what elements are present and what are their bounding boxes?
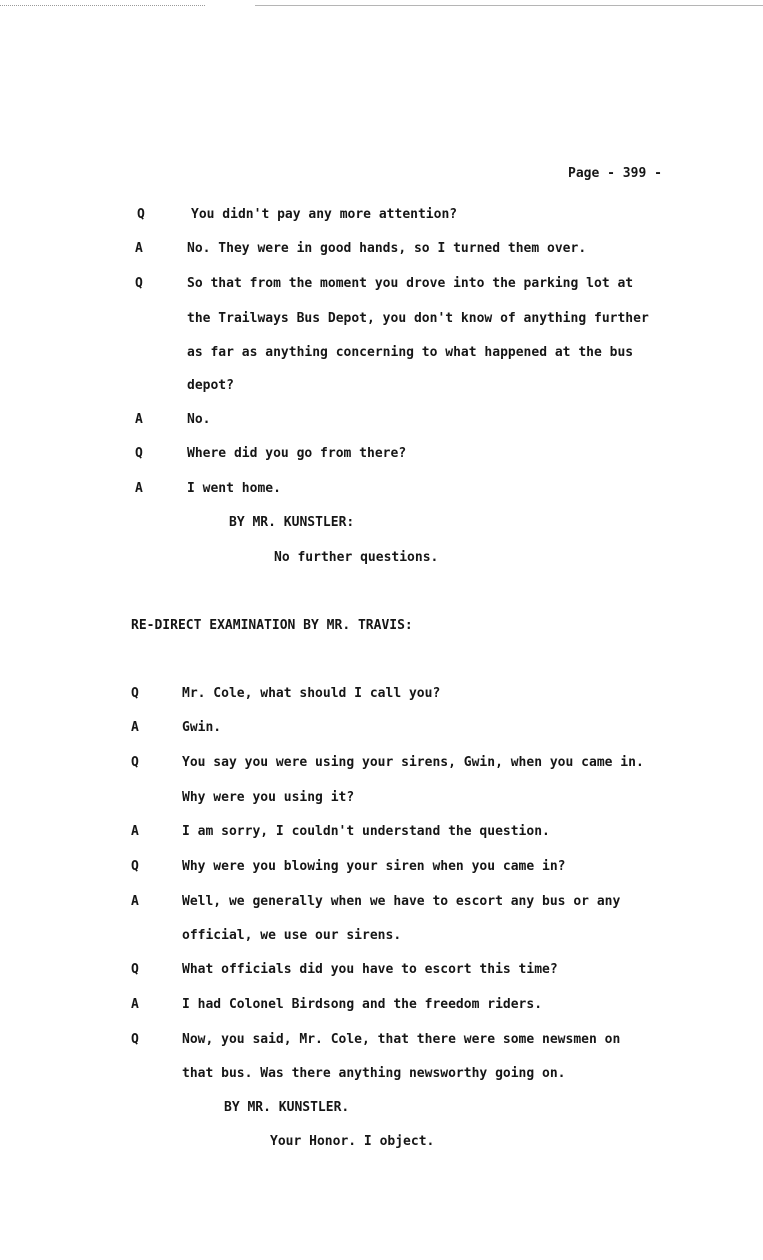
- testimony-line: the Trailways Bus Depot, you don't know of anything further: [187, 311, 649, 326]
- speaker-label: Q: [135, 446, 143, 461]
- page-number: Page - 399 -: [568, 166, 662, 181]
- speaker-label: Q: [131, 962, 139, 977]
- speaker-label: Q: [137, 207, 145, 222]
- speaker-label: A: [135, 241, 143, 256]
- testimony-line: Gwin.: [182, 720, 222, 735]
- testimony-line: Why were you using it?: [182, 790, 355, 805]
- objection-by: BY MR. KUNSTLER.: [224, 1100, 350, 1115]
- testimony-line: as far as anything concerning to what happened at the bus: [187, 345, 634, 360]
- testimony-line: Why were you blowing your siren when you came in?: [182, 859, 566, 874]
- testimony-line: Where did you go from there?: [187, 446, 407, 461]
- testimony-line: I had Colonel Birdsong and the freedom riders.: [182, 997, 543, 1012]
- testimony-line: What officials did you have to escort this time?: [182, 962, 558, 977]
- speaker-label: Q: [131, 1032, 139, 1047]
- speaker-label: A: [135, 412, 143, 427]
- section-heading: RE-DIRECT EXAMINATION BY MR. TRAVIS:: [131, 618, 413, 633]
- speaker-label: A: [131, 824, 139, 839]
- testimony-line: Now, you said, Mr. Cole, that there were some newsmen on: [182, 1032, 621, 1047]
- testimony-line: You say you were using your sirens, Gwin, when you came in.: [182, 755, 644, 770]
- testimony-line: Well, we generally when we have to escort any bus or any: [182, 894, 621, 909]
- speaker-label: Q: [131, 859, 139, 874]
- speaker-label: A: [131, 997, 139, 1012]
- speaker-label: Q: [131, 686, 139, 701]
- speaker-label: Q: [131, 755, 139, 770]
- testimony-line: official, we use our sirens.: [182, 928, 402, 943]
- speaker-label: A: [135, 481, 143, 496]
- objection-text: Your Honor. I object.: [270, 1134, 435, 1149]
- testimony-line: I went home.: [187, 481, 281, 496]
- speaker-label: A: [131, 720, 139, 735]
- speaker-label: Q: [135, 276, 143, 291]
- testimony-line: I am sorry, I couldn't understand the question.: [182, 824, 550, 839]
- testimony-line: So that from the moment you drove into the parking lot at: [187, 276, 634, 291]
- testimony-line: No. They were in good hands, so I turned them over.: [187, 241, 587, 256]
- scan-edge-right: [255, 5, 763, 6]
- objection-text: No further questions.: [274, 550, 439, 565]
- speaker-label: A: [131, 894, 139, 909]
- scan-edge-left: [0, 5, 205, 6]
- testimony-line: Mr. Cole, what should I call you?: [182, 686, 441, 701]
- testimony-line: depot?: [187, 378, 234, 393]
- testimony-line: that bus. Was there anything newsworthy going on.: [182, 1066, 566, 1081]
- objection-by: BY MR. KUNSTLER:: [229, 515, 355, 530]
- testimony-line: No.: [187, 412, 211, 427]
- testimony-line: You didn't pay any more attention?: [191, 207, 458, 222]
